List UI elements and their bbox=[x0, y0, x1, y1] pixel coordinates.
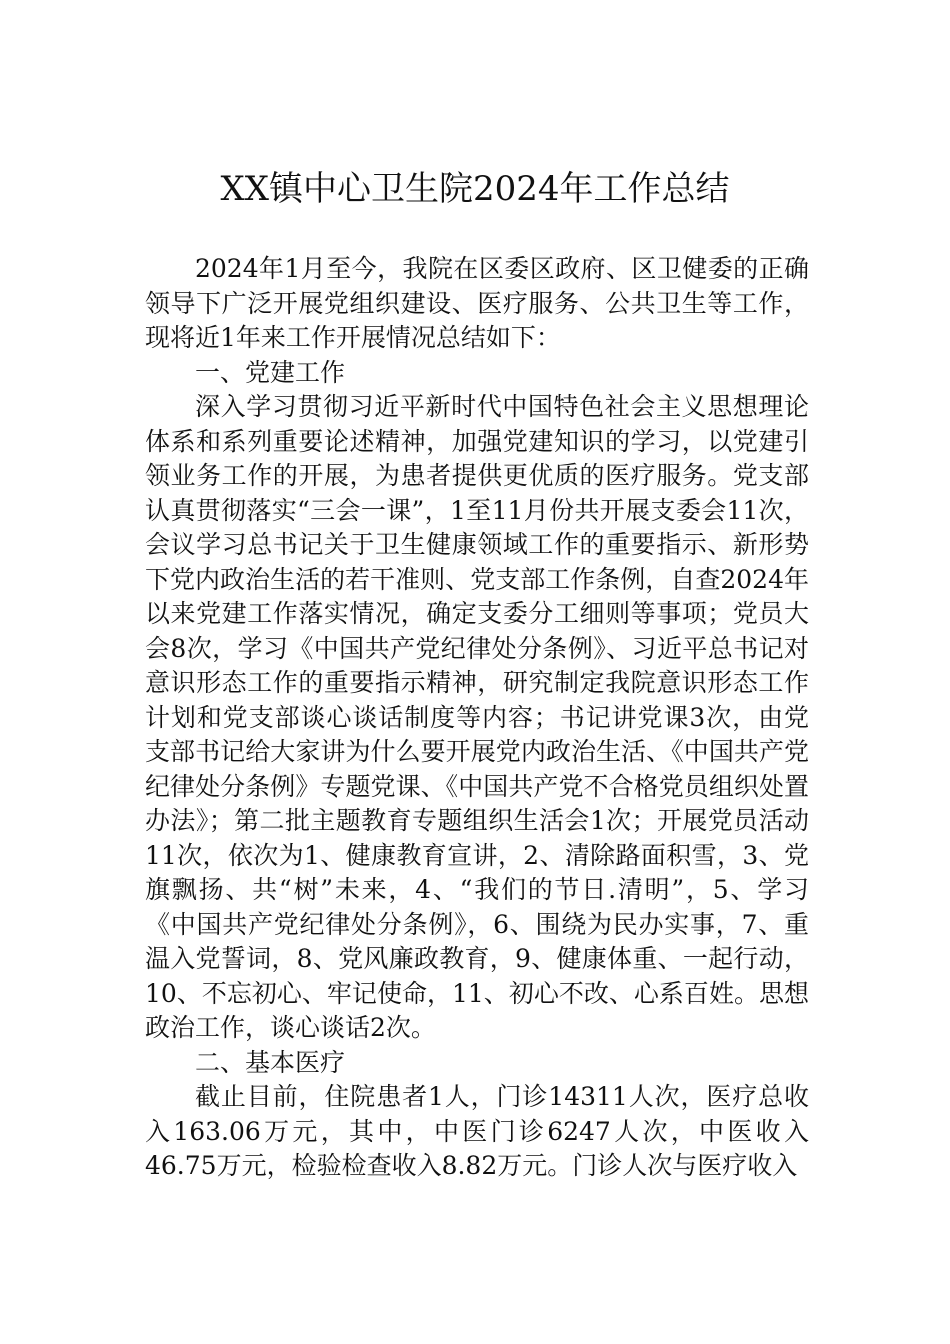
basic-medical-paragraph: 截止目前，住院患者1人，门诊14311人次，医疗总收入163.06万元，其中，中医门诊6247人次，中医收入46.75万元，检验检查收入8.82万元。门诊人次与医疗收入 bbox=[145, 1082, 809, 1180]
intro-paragraph: 2024年1月至今，我院在区委区政府、区卫健委的正确领导下广泛开展党组织建设、医疗服务、公共卫生等工作，现将近1年来工作开展情况总结如下： bbox=[145, 254, 809, 352]
section-heading-basic-medical: 二、基本医疗 bbox=[195, 1047, 346, 1077]
document-title: XX镇中心卫生院2024年工作总结 bbox=[220, 169, 730, 209]
section-heading-party-building: 一、党建工作 bbox=[195, 357, 346, 387]
party-building-paragraph: 深入学习贯彻习近平新时代中国特色社会主义思想理论体系和系列重要论述精神，加强党建知识的学习，以党建引领业务工作的开展，为患者提供更优质的医疗服务。党支部认真贯彻落实“三会一课”，1至11月份共开展支委会11次，会议学习总书记关于卫生健康领域工作的重要指示、新形势下党内政治生活的若干准则、党支部工作条例，自查2024年以来党建工作落实情况，确定支委分工细则等事项；党员大会8次，学习《中国共产党纪律处分条例》、习近平总书记对意识形态工作的重要指示精神，研究制定我院意识形态工作计划和党支部谈心谈话制度等内容；书记讲党课3次，由党支部书记给大家讲为什么要开展党内政治生活、《中国共产党纪律处分条例》专题党课、《中国共产党不合格党员组织处置办法》；第二批主题教育专题组织生活会1次；开展党员活动11次，依次为1、健康教育宣讲，2、清除路面积雪，3、党旗飘扬、共“树”未来，4、“我们的节日.清明”，5、学习《中国共产党纪律处分条例》，6、围绕为民办实事，7、重温入党誓词，8、党风廉政教育，9、健康体重、一起行动，10、不忘初心、牢记使命，11、初心不改、心系百姓。思想政治工作，谈心谈话2次。 bbox=[145, 392, 809, 1042]
document-body bbox=[145, 252, 809, 1184]
